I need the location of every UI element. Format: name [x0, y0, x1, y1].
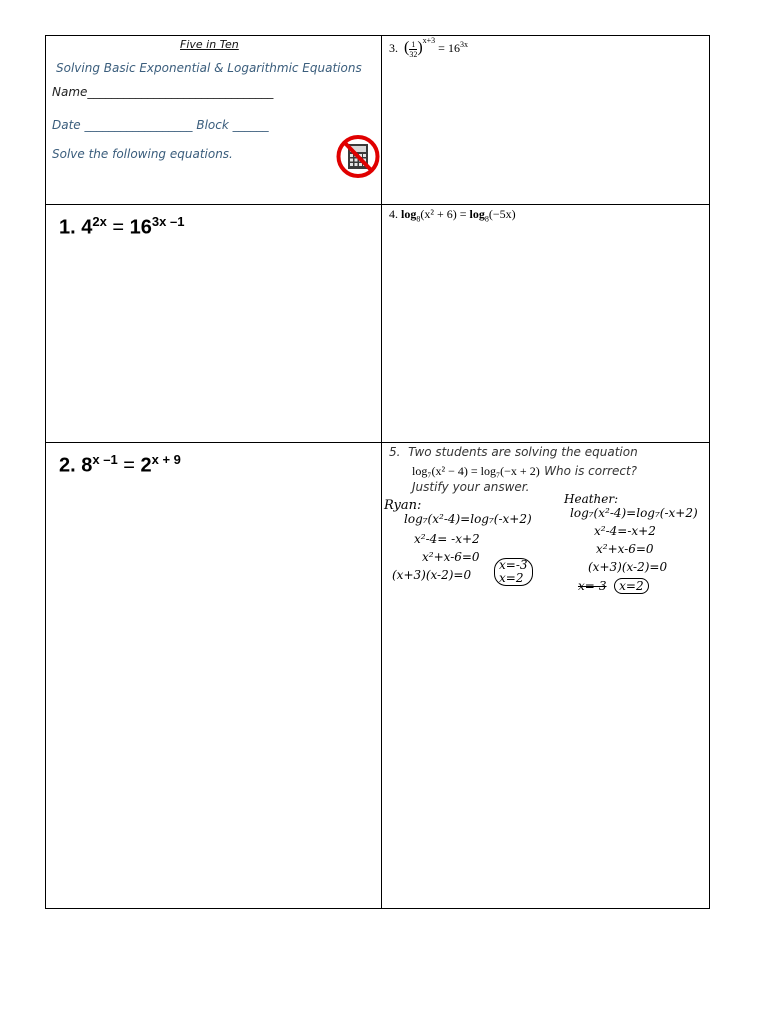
question-3: 3. ( $\frac{1}{32}$ )$^{x+3} = 16^{3x}$ [389, 36, 468, 59]
q4-equals: = [459, 207, 467, 221]
q4-right-base: 8 [484, 214, 489, 224]
ryan-answer-circle [494, 558, 533, 586]
q1-base-left: 4 [81, 216, 93, 239]
heather-answer: x=2 [614, 578, 648, 594]
q4-log-left: log [401, 207, 417, 221]
ryan-line-1: log₇(x²-4)=log₇(-x+2) [404, 512, 532, 526]
worksheet-title: Five in Ten [180, 38, 239, 51]
q3-exp-right: 3x [459, 40, 468, 49]
q3-exp-left: x+3 [422, 36, 436, 45]
q2-exp-left: x –1 [92, 452, 118, 467]
q5-prompt-line [389, 445, 638, 459]
q5-prompt: Two students are solving the equation [408, 445, 638, 459]
q4-left-arg: (x² + 6) [420, 207, 457, 221]
header-cell [46, 36, 381, 204]
q4-right-arg: (−5x) [488, 207, 516, 221]
q3-frac-den: 32 [409, 49, 418, 59]
q5-question: Who is correct? [544, 464, 638, 478]
q1-equals: = [112, 216, 125, 239]
q4-left-base: 8 [416, 214, 421, 224]
question-5 [382, 442, 709, 908]
q2-number: 2. [59, 454, 76, 477]
name-field [52, 85, 273, 99]
heather-line-2: x²-4=-x+2 [594, 524, 656, 538]
worksheet-subtitle: Solving Basic Exponential & Logarithmic Equations [56, 61, 362, 75]
date-line: __________________ [84, 118, 193, 132]
heather-answers [578, 578, 649, 594]
q2-equals: = [123, 454, 135, 477]
q3-base-right: 16 [447, 41, 460, 55]
date-block-field [52, 118, 269, 132]
date-label: Date [52, 118, 81, 132]
q5-justify: Justify your answer. [412, 480, 530, 494]
q4-number: 4. [389, 207, 398, 221]
ryan-name: Ryan: [384, 498, 422, 513]
heather-rejected: x=-3 [578, 579, 607, 593]
ryan-answer-1: x=-3 [499, 558, 528, 572]
q5-equation: log₇(x² − 4) = log₇(−x + 2) [412, 464, 540, 478]
block-line: ______ [232, 118, 269, 132]
ryan-line-3: x²+x-6=0 [422, 550, 480, 564]
heather-line-1: log₇(x²-4)=log₇(-x+2) [570, 506, 698, 520]
q1-exp-right: 3x –1 [151, 214, 185, 229]
q4-log-right: log [469, 207, 485, 221]
q3-number: 3. [389, 41, 398, 55]
question-1 [59, 214, 184, 240]
question-4 [389, 207, 516, 223]
heather-line-4: (x+3)(x-2)=0 [588, 560, 668, 574]
name-line: _______________________________ [87, 85, 274, 99]
question-2 [59, 452, 181, 478]
q3-frac-num: 1 [411, 39, 416, 49]
q3-equals: = [438, 41, 445, 55]
q5-number: 5. [389, 445, 401, 459]
ryan-line-4: (x+3)(x-2)=0 [392, 568, 472, 582]
q1-number: 1. [59, 216, 76, 239]
ryan-answer-2: x=2 [499, 571, 524, 585]
block-label: Block [196, 118, 229, 132]
q1-exp-left: 2x [92, 214, 107, 229]
name-label: Name [52, 85, 88, 99]
ryan-line-2: x²-4= -x+2 [414, 532, 480, 546]
worksheet-table [45, 35, 710, 909]
instructions: Solve the following equations. [52, 147, 233, 161]
heather-name: Heather: [564, 492, 619, 506]
q2-exp-right: x + 9 [151, 452, 181, 467]
q1-base-right: 16 [129, 216, 152, 239]
q2-base-left: 8 [81, 454, 93, 477]
row-divider-1 [46, 204, 709, 205]
heather-line-3: x²+x-6=0 [596, 542, 654, 556]
q2-base-right: 2 [140, 454, 152, 477]
no-calculator-icon [335, 133, 381, 179]
q5-equation-line [412, 462, 637, 480]
